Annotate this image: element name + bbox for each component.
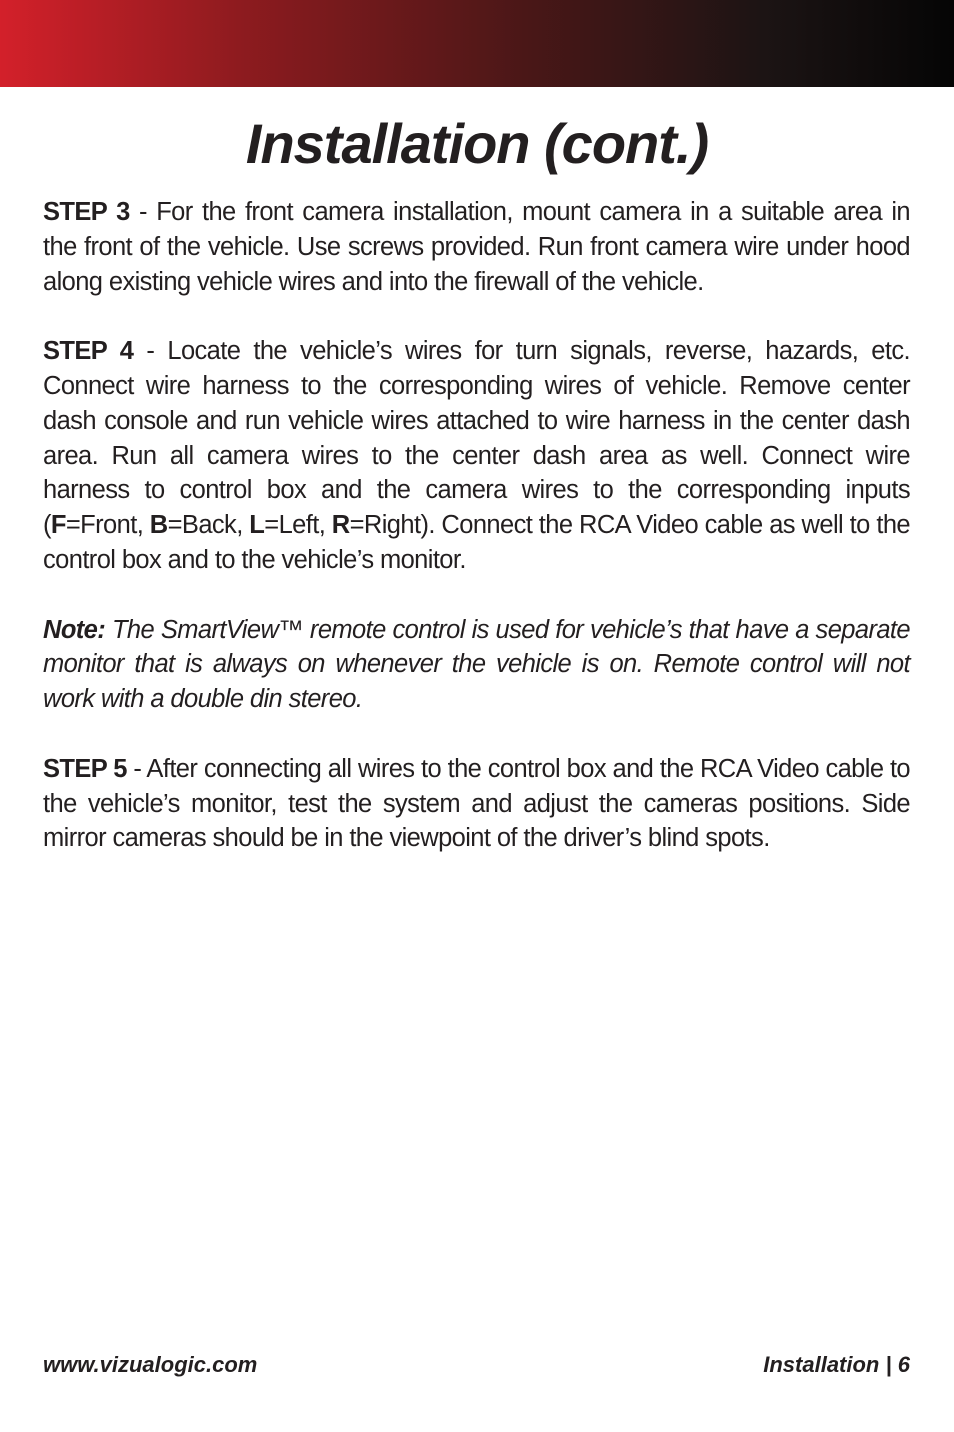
footer-website: www.vizualogic.com bbox=[43, 1352, 258, 1377]
step-4-text: - Locate the vehicle’s wires for turn signals, reverse, hazards, etc. Connect wire harness to the corresponding wires of vehicle. Remove center dash console and run vehicle wires attached to wire harness in the center dash area. Run all camera wires to the center dash area as well. Connect wire harness to control box and the camera wires to the corresponding inputs ( bbox=[43, 337, 910, 540]
note-paragraph bbox=[43, 613, 910, 717]
footer-page-section: Installation | 6 bbox=[763, 1352, 910, 1377]
input-b-label: B bbox=[149, 511, 168, 540]
header-banner bbox=[0, 0, 954, 87]
input-f-label: F bbox=[50, 511, 66, 540]
note-label: Note: bbox=[43, 615, 106, 644]
step-4-text-end: =Right). Connect the RCA Video cable as well to the control box and to the vehicle’s monitor. bbox=[43, 511, 910, 574]
step-4-paragraph bbox=[43, 334, 910, 578]
instructions-body bbox=[43, 195, 910, 891]
step-5-text: - After connecting all wires to the control box and the RCA Video cable to the vehicle’s monitor, test the system and adjust the cameras positions. Side mirror cameras should be in the viewpoint of the driver’s blind spots. bbox=[43, 754, 911, 853]
input-r-label: R bbox=[331, 511, 350, 540]
step-3-paragraph bbox=[43, 195, 910, 299]
step-5-paragraph bbox=[43, 752, 910, 856]
note-text: The SmartView™ remote control is used for vehicle’s that have a separate monitor that is always on whenever the vehicle is on. Remote control will not work with a double din stereo. bbox=[43, 615, 910, 714]
page-title: Installation (cont.) bbox=[245, 112, 709, 175]
step-3-text: - For the front camera installation, mount camera in a suitable area in the front of the vehicle. Use screws provided. Run front camera wire under hood along existing vehicle wires and into the firewall of the vehicle. bbox=[43, 198, 910, 296]
input-l-text: =Left, bbox=[264, 511, 332, 540]
step-3-label: STEP 3 bbox=[43, 198, 130, 226]
input-l-label: L bbox=[249, 511, 265, 540]
input-b-text: =Back, bbox=[167, 511, 250, 540]
step-4-label: STEP 4 bbox=[43, 337, 134, 366]
step-5-label: STEP 5 bbox=[43, 754, 127, 783]
input-f-text: =Front, bbox=[65, 511, 150, 540]
